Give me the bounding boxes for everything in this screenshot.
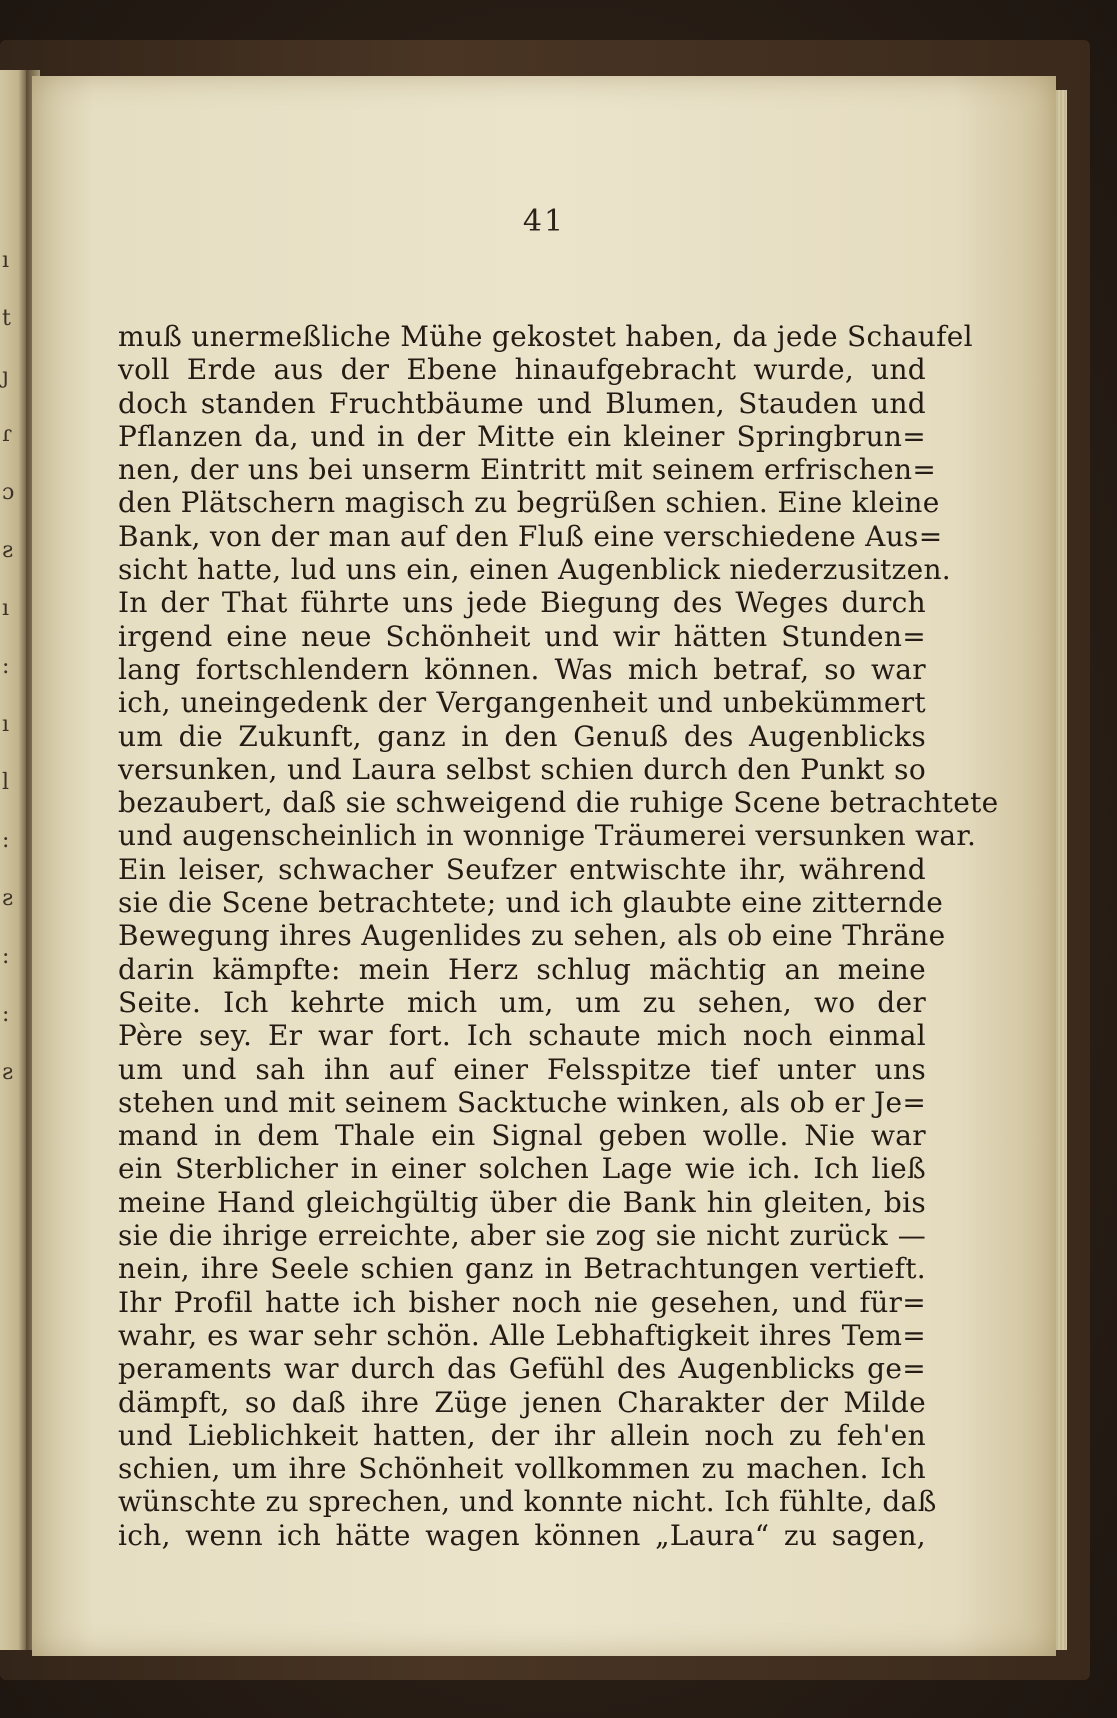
text-line: Pflanzen da, und in der Mitte ein kleiner Springbrun= (118, 419, 926, 453)
cutoff-char: ƨ (2, 538, 14, 563)
text-line: nen, der uns bei unserm Eintritt mit seinem erfrischen= (118, 453, 937, 487)
text-line: Bewegung ihres Augenlides zu sehen, als ob eine Thräne (118, 919, 946, 953)
text-line: schien, um ihre Schönheit vollkommen zu machen. Ich (118, 1452, 926, 1486)
cutoff-char: ȷ (2, 364, 9, 389)
text-line: wahr, es war sehr schön. Alle Lebhaftigkeit ihres Tem= (118, 1318, 926, 1352)
text-line: Ein leiser, schwacher Seufzer entwischte ihr, während (118, 852, 926, 886)
text-line: Bank, von der man auf den Fluß eine verschiedene Aus= (118, 519, 943, 553)
text-line: doch standen Fruchtbäume und Blumen, Stauden und (118, 386, 926, 420)
text-line: sicht hatte, lud uns ein, einen Augenblick niederzusitzen. (118, 553, 951, 587)
cutoff-char: : (2, 1002, 10, 1027)
text-line: versunken, und Laura selbst schien durch den Punkt so (118, 752, 926, 786)
text-line: voll Erde aus der Ebene hinaufgebracht wurde, und (118, 353, 926, 387)
left-page-cutoff-text (2, 250, 16, 1120)
cutoff-char: : (2, 828, 10, 853)
text-line: stehen und mit seinem Sacktuche winken, als ob er Je= (118, 1085, 927, 1119)
book-page (32, 76, 1056, 1656)
cutoff-char: ƨ (2, 1060, 14, 1085)
text-line: sie die ihrige erreichte, aber sie zog sie nicht zurück — (118, 1219, 926, 1253)
text-line: bezaubert, daß sie schweigend die ruhige Scene betrachtete (118, 786, 999, 820)
cutoff-char: t (2, 306, 11, 331)
text-line: um und sah ihn auf einer Felsspitze tief unter uns (118, 1052, 926, 1086)
text-line: sie die Scene betrachtete; und ich glaubte eine zitternde (118, 886, 944, 920)
text-line: Seite. Ich kehrte mich um, um zu sehen, wo der (118, 985, 926, 1019)
text-line: nein, ihre Seele schien ganz in Betrachtungen vertieft. (118, 1252, 926, 1286)
text-line: lang fortschlendern können. Was mich betraf, so war (118, 652, 926, 686)
text-line: darin kämpfte: mein Herz schlug mächtig an meine (118, 952, 926, 986)
cutoff-char: ı (2, 712, 10, 737)
text-line: In der That führte uns jede Biegung des Weges durch (118, 586, 926, 620)
text-line: und Lieblichkeit hatten, der ihr allein noch zu feh'en (118, 1418, 926, 1452)
text-line: meine Hand gleichgültig über die Bank hin gleiten, bis (118, 1185, 926, 1219)
cutoff-char: ɔ (2, 480, 15, 505)
text-line: den Plätschern magisch zu begrüßen schien. Eine kleine (118, 486, 940, 520)
body-text (118, 320, 999, 1552)
text-line: ich, wenn ich hätte wagen können „Laura“ zu sagen, (118, 1518, 926, 1552)
text-line: ein Sterblicher in einer solchen Lage wie ich. Ich ließ (118, 1152, 926, 1186)
page-number: 41 (522, 204, 566, 239)
text-line: um die Zukunft, ganz in den Genuß des Augenblicks (118, 719, 926, 753)
text-line: peraments war durch das Gefühl des Augenblicks ge= (118, 1352, 926, 1386)
text-line: ich, uneingedenk der Vergangenheit und unbekümmert (118, 686, 926, 720)
cutoff-char: ƨ (2, 886, 14, 911)
cutoff-char: l (2, 770, 10, 795)
text-line: muß unermeßliche Mühe gekostet haben, da jede Schaufel (118, 320, 973, 353)
text-line: mand in dem Thale ein Signal geben wolle. Nie war (118, 1119, 926, 1153)
cutoff-char: ɾ (2, 422, 12, 447)
cutoff-char: ı (2, 596, 10, 621)
text-line: dämpft, so daß ihre Züge jenen Charakter der Milde (118, 1385, 926, 1419)
cutoff-char: ı (2, 248, 10, 273)
text-line: und augenscheinlich in wonnige Träumerei versunken war. (118, 819, 977, 853)
cutoff-char: : (2, 944, 10, 969)
cutoff-char: : (2, 654, 10, 679)
text-line: wünschte zu sprechen, und konnte nicht. Ich fühlte, daß (118, 1485, 937, 1519)
text-line: Ihr Profil hatte ich bisher noch nie gesehen, und für= (118, 1285, 926, 1319)
text-line: Père sey. Er war fort. Ich schaute mich noch einmal (118, 1019, 926, 1053)
text-line: irgend eine neue Schönheit und wir hätten Stunden= (118, 619, 926, 653)
